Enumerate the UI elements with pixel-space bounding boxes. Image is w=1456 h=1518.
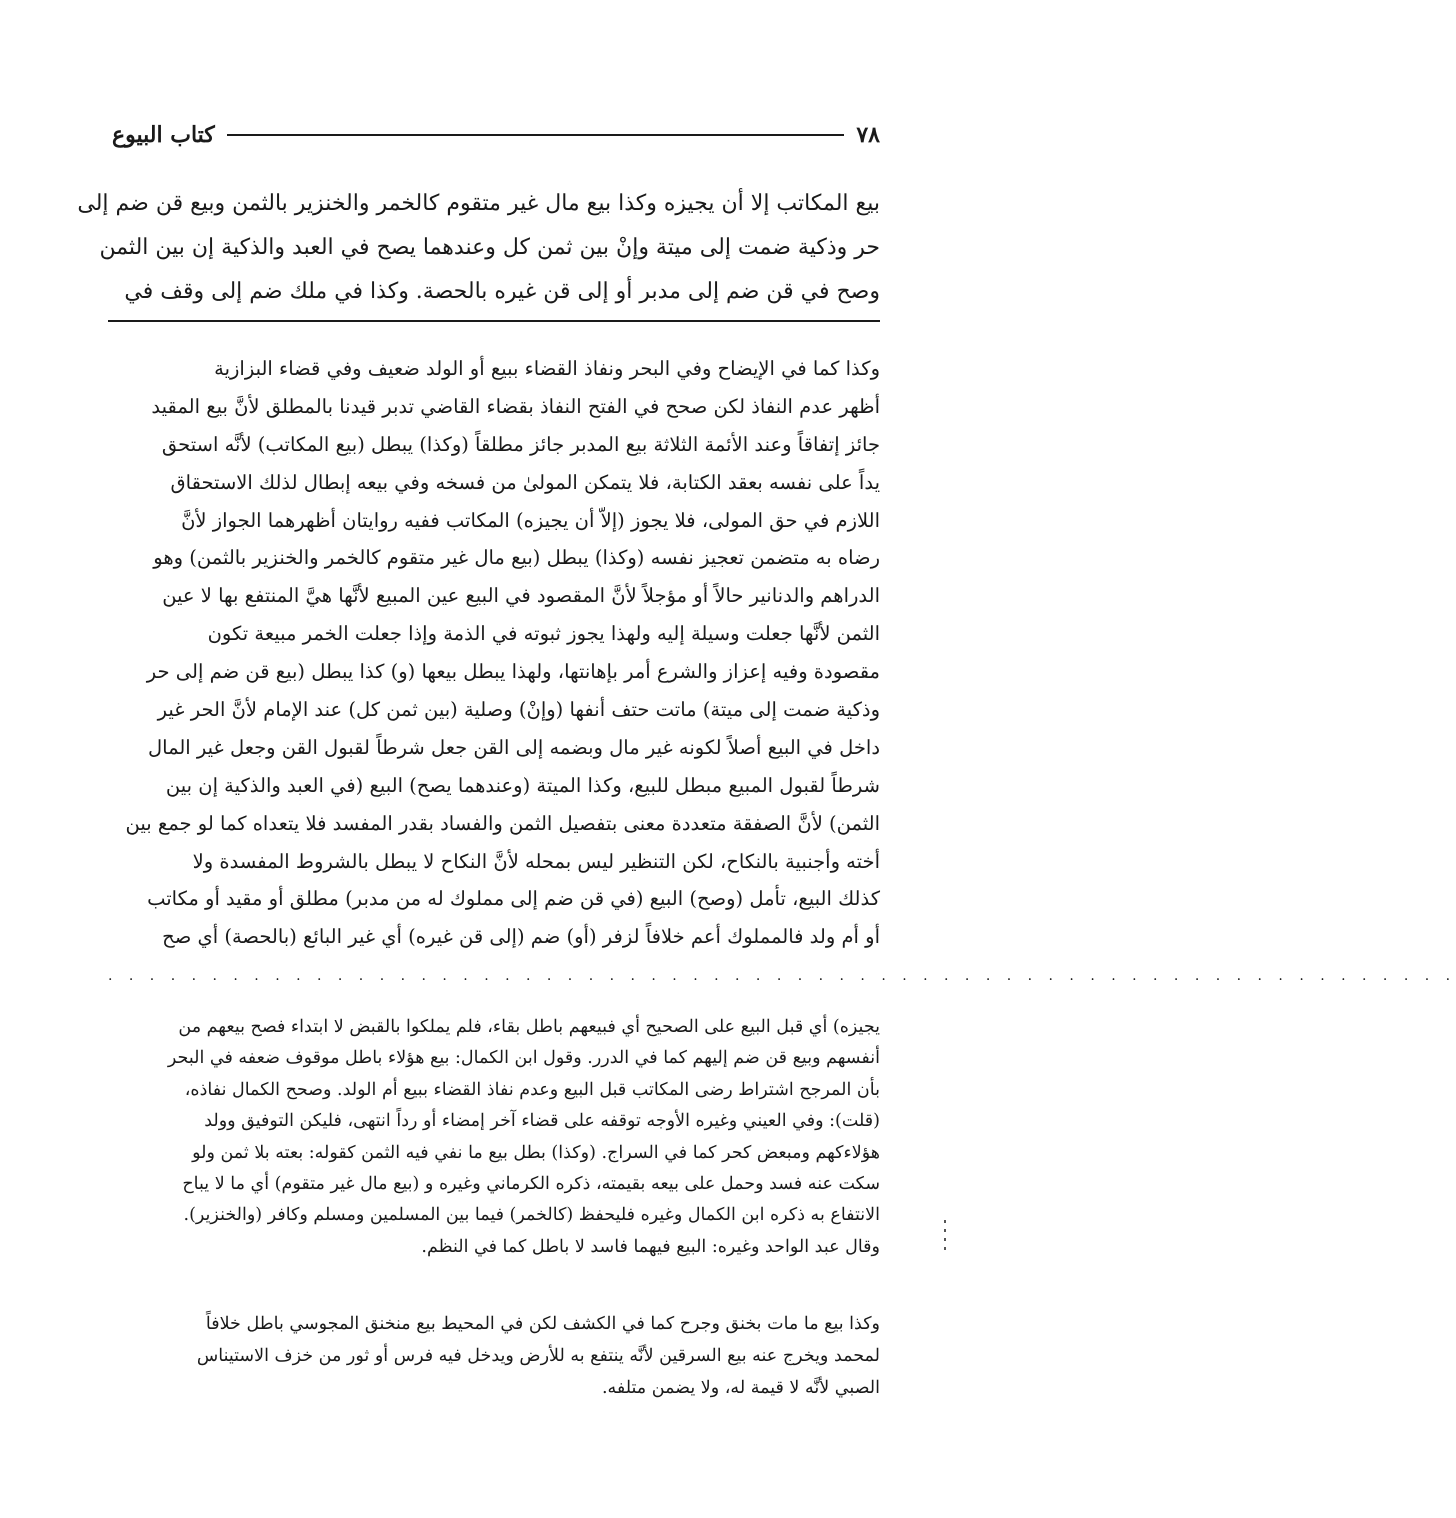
commentary-line: يداً على نفسه بعقد الكتابة، فلا يتمكن المولىٰ من فسخه وفي بيعه إبطال لذلك الاستحقاق bbox=[170, 470, 880, 494]
section-divider bbox=[108, 320, 880, 322]
commentary-line: الثمن لأنَّها جعلت وسيلة إليه ولهذا يجوز ثبوته في الذمة وإذا جعلت الخمر مبيعة تكون bbox=[207, 622, 880, 646]
commentary-line: الدراهم والدنانير حالاً أو مؤجلاً لأنَّ المقصود في البيع عين المبيع لأنَّها هيَّ المنتفع بها لا عين bbox=[162, 584, 880, 608]
commentary-line: وكذا كما في الإيضاح وفي البحر ونفاذ القضاء ببيع أو الولد ضعيف وفي قضاء البزازية bbox=[214, 357, 880, 380]
commentary-line: كذلك البيع، تأمل (وصح) البيع (في قن ضم إلى مملوك له من مدبر) مطلق أو مقيد أو مكاتب bbox=[147, 887, 880, 911]
commentary-line: داخل في البيع أصلاً لكونه غير مال وبضمه إلى القن جعل شرطاً لقبول القن وجعل غير المال bbox=[147, 735, 880, 759]
main-text bbox=[77, 182, 880, 314]
footnote-line: (قلت): وفي العيني وغيره الأوجه توقفه على قضاء آخر إمضاء أو رداً انتهى، فليكن التوفيق وولد bbox=[204, 1111, 880, 1132]
commentary-line: أخته وأجنبية بالنكاح، لكن التنظير ليس بمحله لأنَّ النكاح لا يبطل بالشروط المفسدة ولا bbox=[192, 849, 880, 873]
main-text-line: بيع المكاتب إلا أن يجيزه وكذا بيع مال غير متقوم كالخمر والخنزير بالثمن وبيع قن ضم إلى bbox=[77, 191, 880, 216]
commentary-line: الثمن) لأنَّ الصفقة متعددة معنى بتفصيل الثمن والفساد بقدر المفسد فلا يتعداه كما لو جمع بين bbox=[125, 811, 880, 835]
footnote-line: هؤلاءكهم ومبعض كحر كما في السراج. (وكذا) بطل بيع ما نفي فيه الثمن كقوله: بعته بلا ثمن ولو bbox=[192, 1142, 880, 1163]
commentary-line: جائز إتفاقاً وعند الأئمة الثلاثة بيع المدبر جائز مطلقاً (وكذا) يبطل (بيع المكاتب) لأنَّه استحق bbox=[161, 432, 880, 456]
commentary-line: اللازم في حق المولى، فلا يجوز (إلاّ أن يجيزه) المكاتب ففيه روايتان أظهرهما الجواز لأنَّ bbox=[181, 508, 880, 532]
page-number: ٧٨ bbox=[856, 122, 880, 148]
footnote-line: سكت عنه فسد وحمل على بيعه بقيمته، ذكره الكرماني وغيره و (بيع مال غير متقوم) أي ما لا يباح bbox=[182, 1173, 880, 1194]
footnote-line: وقال عبد الواحد وغيره: البيع فيهما فاسد لا باطل كما في النظم. bbox=[421, 1236, 880, 1257]
dotted-separator: . . . . . . . . . . . . . . . . . . . . . . . . . . . . . . . . . . . . . . . . . . . . . . . . . . . . . . . . . . . . . . . . . bbox=[108, 968, 1456, 984]
main-text-line: وصح في قن ضم إلى مدبر أو إلى قن غيره بالحصة. وكذا في ملك ضم إلى وقف في bbox=[124, 279, 880, 304]
main-text-line: حر وذكية ضمت إلى ميتة وإنْ بين ثمن كل وعندهما يصح في العبد والذكية إن بين الثمن bbox=[99, 235, 880, 260]
footnote-text-second bbox=[100, 1308, 880, 1404]
commentary-text bbox=[100, 350, 880, 956]
commentary-line: رضاه به متضمن تعجيز نفسه (وكذا) يبطل (بيع مال غير متقوم كالخمر والخنزير بالثمن) وهو bbox=[153, 546, 880, 570]
book-title: كتاب البيوع bbox=[112, 122, 215, 148]
commentary-line: شرطاً لقبول المبيع مبطل للبيع، وكذا الميتة (وعندهما يصح) البيع (في العبد والذكية إن بين bbox=[165, 773, 880, 797]
commentary-line: مقصودة وفيه إعزاز والشرع أمر بإهانتها، ولهذا يبطل بيعها (و) كذا يبطل (بيع قن ضم إلى حر bbox=[146, 660, 880, 684]
commentary-line: أو أم ولد فالمملوك أعم خلافاً لزفر (أو) ضم (إلى قن غيره) أي غير البائع (بالحصة) أي صح bbox=[162, 925, 880, 949]
header-rule bbox=[227, 134, 845, 136]
commentary-line: أظهر عدم النفاذ لكن صحح في الفتح النفاذ بقضاء القاضي تدبر قيدنا بالمطلق لأنَّ بيع المقيد bbox=[151, 394, 880, 418]
commentary-line: وذكية ضمت إلى ميتة) ماتت حتف أنفها (وإنْ) وصلية (بين ثمن كل) عند الإمام لأنَّ الحر غير bbox=[157, 698, 880, 722]
footnote-text bbox=[100, 1012, 880, 1263]
page-header bbox=[112, 118, 880, 152]
margin-scan-mark bbox=[944, 1220, 946, 1260]
footnote-line: لمحمد ويخرج عنه بيع السرقين لأنَّه ينتفع به للأرض ويدخل فيه فرس أو ثور من خزف الاستيناس bbox=[196, 1346, 880, 1366]
footnote-line: أنفسهم وبيع قن ضم إليهم كما في الدرر. وقول ابن الكمال: بيع هؤلاء باطل موقوف ضعفه في البحر bbox=[167, 1048, 880, 1069]
footnote-line: وكذا بيع ما مات بخنق وجرح كما في الكشف لكن في المحيط بيع منخنق المجوسي باطل خلافاً bbox=[205, 1314, 880, 1334]
footnote-line: يجيزه) أي قبل البيع على الصحيح أي فبيعهم باطل بقاء، فلم يملكوا بالقبض لا ابتداء فصح بيعهم من bbox=[178, 1017, 880, 1037]
footnote-line: الصبي لأنَّه لا قيمة له، ولا يضمن متلفه. bbox=[601, 1378, 880, 1398]
footnote-line: الانتفاع به ذكره ابن الكمال وغيره فليحفظ (كالخمر) فيما بين المسلمين ومسلم وكافر (والخنزير). bbox=[183, 1205, 880, 1226]
footnote-line: بأن المرجح اشتراط رضى المكاتب قبل البيع وعدم نفاذ القضاء ببيع أم الولد. وصحح الكمال نفاذه، bbox=[184, 1079, 880, 1100]
